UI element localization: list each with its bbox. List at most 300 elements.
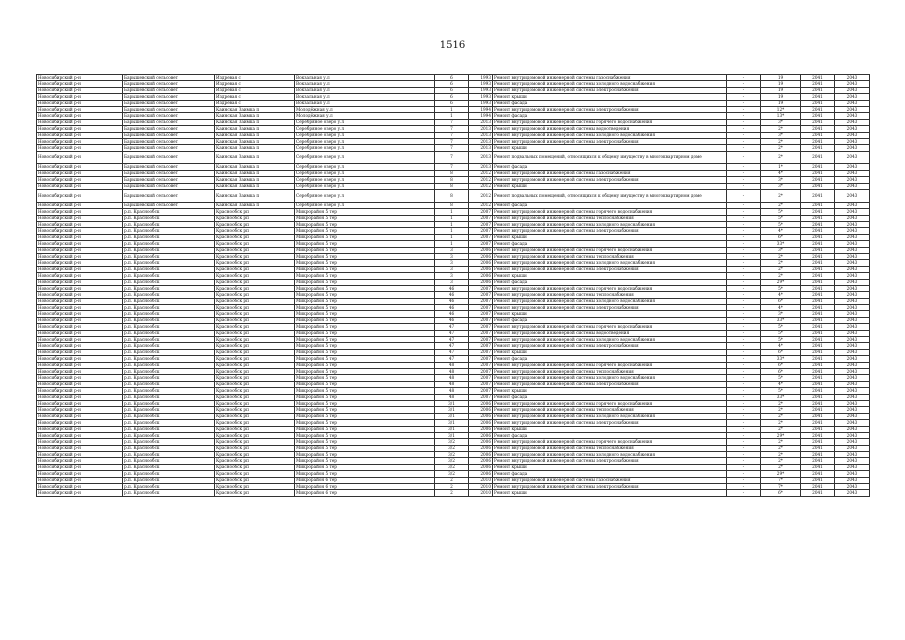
cell-settlement: Краснообск рп — [215, 471, 295, 477]
cell-year-built: 2006 — [469, 266, 493, 272]
cell-area-value: 4* — [761, 170, 801, 176]
cell-dash-marker: - — [727, 394, 761, 400]
cell-street: Микрорайон 5 тер — [295, 464, 435, 470]
cell-year-built: 2010 — [469, 484, 493, 490]
cell-year-built: 2013 — [469, 132, 493, 138]
cell-street: Микрорайон 5 тер — [295, 298, 435, 304]
cell-house-number: 47 — [435, 349, 469, 355]
cell-start-year: 2041 — [801, 273, 835, 279]
cell-end-year: 2043 — [835, 183, 870, 189]
cell-year-built: 2006 — [469, 400, 493, 406]
cell-house-number: 6 — [435, 87, 469, 93]
cell-dash-marker: - — [727, 209, 761, 215]
cell-house-number: 3/2 — [435, 445, 469, 451]
cell-work-type: Ремонт внутридомовой инженерной системы теплоснабжения — [493, 215, 727, 221]
cell-end-year: 2043 — [835, 247, 870, 253]
cell-start-year: 2041 — [801, 381, 835, 387]
cell-start-year: 2041 — [801, 439, 835, 445]
cell-end-year: 2043 — [835, 432, 870, 438]
cell-district: Новосибирский р-н — [37, 126, 123, 132]
cell-end-year: 2043 — [835, 439, 870, 445]
cell-district: Новосибирский р-н — [37, 202, 123, 208]
cell-district: Новосибирский р-н — [37, 458, 123, 464]
cell-district: Новосибирский р-н — [37, 477, 123, 483]
cell-end-year: 2043 — [835, 100, 870, 106]
cell-year-built: 2012 — [469, 177, 493, 183]
cell-area-value: 2* — [761, 420, 801, 426]
cell-year-built: 2006 — [469, 471, 493, 477]
cell-year-built: 2006 — [469, 452, 493, 458]
cell-work-type: Ремонт фасада — [493, 394, 727, 400]
cell-dash-marker: - — [727, 119, 761, 125]
cell-settlement: Краснообск рп — [215, 330, 295, 336]
cell-settlement: Каинская Заимка п — [215, 145, 295, 151]
cell-street: Микрорайон 5 тер — [295, 266, 435, 272]
cell-municipality: р.п. Краснообск — [123, 305, 215, 311]
cell-dash-marker: - — [727, 311, 761, 317]
cell-settlement: Краснообск рп — [215, 445, 295, 451]
cell-end-year: 2043 — [835, 311, 870, 317]
cell-settlement: Каинская Заимка п — [215, 190, 295, 203]
cell-area-value: 5* — [761, 388, 801, 394]
cell-work-type: Ремонт внутридомовой инженерной системы холодного водоснабжения — [493, 452, 727, 458]
cell-settlement: Краснообск рп — [215, 356, 295, 362]
cell-house-number: 47 — [435, 324, 469, 330]
cell-start-year: 2041 — [801, 330, 835, 336]
cell-municipality: р.п. Краснообск — [123, 311, 215, 317]
cell-dash-marker: - — [727, 190, 761, 203]
table-row — [37, 190, 870, 203]
cell-year-built: 1993 — [469, 100, 493, 106]
table-row — [37, 490, 870, 496]
cell-municipality: р.п. Краснообск — [123, 458, 215, 464]
cell-house-number: 1 — [435, 234, 469, 240]
cell-area-value: 19 — [761, 100, 801, 106]
cell-end-year: 2043 — [835, 222, 870, 228]
cell-house-number: 3/2 — [435, 464, 469, 470]
cell-dash-marker: - — [727, 317, 761, 323]
cell-settlement: Краснообск рп — [215, 253, 295, 259]
cell-street: Микрорайон 5 тер — [295, 420, 435, 426]
cell-start-year: 2041 — [801, 432, 835, 438]
cell-area-value: 6* — [761, 234, 801, 240]
cell-start-year: 2041 — [801, 145, 835, 151]
cell-area-value: 2* — [761, 407, 801, 413]
cell-start-year: 2041 — [801, 477, 835, 483]
cell-area-value: 3* — [761, 311, 801, 317]
cell-settlement: Краснообск рп — [215, 337, 295, 343]
cell-start-year: 2041 — [801, 362, 835, 368]
cell-house-number: 8 — [435, 183, 469, 189]
cell-dash-marker: - — [727, 292, 761, 298]
cell-work-type: Ремонт внутридомовой инженерной системы электроснабжения — [493, 138, 727, 144]
cell-work-type: Ремонт внутридомовой инженерной системы электроснабжения — [493, 343, 727, 349]
cell-house-number: 7 — [435, 126, 469, 132]
cell-district: Новосибирский р-н — [37, 138, 123, 144]
cell-street: Микрорайон 5 тер — [295, 215, 435, 221]
cell-district: Новосибирский р-н — [37, 273, 123, 279]
cell-municipality: р.п. Краснообск — [123, 266, 215, 272]
cell-year-built: 2007 — [469, 298, 493, 304]
cell-street: Микрорайон 5 тер — [295, 247, 435, 253]
cell-house-number: 46 — [435, 305, 469, 311]
cell-settlement: Краснообск рп — [215, 381, 295, 387]
cell-start-year: 2041 — [801, 202, 835, 208]
cell-settlement: Каинская Заимка п — [215, 138, 295, 144]
cell-dash-marker: - — [727, 458, 761, 464]
cell-area-value: 33* — [761, 394, 801, 400]
cell-house-number: 46 — [435, 317, 469, 323]
cell-start-year: 2041 — [801, 266, 835, 272]
cell-work-type: Ремонт внутридомовой инженерной системы холодного водоснабжения — [493, 260, 727, 266]
cell-dash-marker: - — [727, 215, 761, 221]
cell-street: Серебряное озеро у.л — [295, 126, 435, 132]
cell-area-value: 3* — [761, 132, 801, 138]
cell-settlement: Каинская Заимка п — [215, 126, 295, 132]
cell-dash-marker: - — [727, 484, 761, 490]
cell-work-type: Ремонт фасада — [493, 113, 727, 119]
cell-start-year: 2041 — [801, 311, 835, 317]
cell-end-year: 2043 — [835, 413, 870, 419]
cell-street: Микрорайон 5 тер — [295, 343, 435, 349]
cell-municipality: Барышевский сельсовет — [123, 190, 215, 203]
cell-district: Новосибирский р-н — [37, 337, 123, 343]
cell-settlement: Краснообск рп — [215, 439, 295, 445]
cell-municipality: р.п. Краснообск — [123, 381, 215, 387]
cell-house-number: 48 — [435, 362, 469, 368]
cell-end-year: 2043 — [835, 484, 870, 490]
cell-settlement: Каинская Заимка п — [215, 119, 295, 125]
cell-municipality: р.п. Краснообск — [123, 362, 215, 368]
cell-start-year: 2041 — [801, 369, 835, 375]
cell-end-year: 2043 — [835, 138, 870, 144]
cell-house-number: 6 — [435, 81, 469, 87]
cell-street: Молодёжная у.л — [295, 106, 435, 112]
cell-area-value: 29* — [761, 471, 801, 477]
cell-house-number: 46 — [435, 285, 469, 291]
cell-end-year: 2043 — [835, 445, 870, 451]
cell-street: Микрорайон 5 тер — [295, 285, 435, 291]
cell-end-year: 2043 — [835, 375, 870, 381]
cell-work-type: Ремонт внутридомовой инженерной системы электроснабжения — [493, 420, 727, 426]
cell-year-built: 2007 — [469, 349, 493, 355]
cell-house-number: 7 — [435, 145, 469, 151]
cell-municipality: р.п. Краснообск — [123, 420, 215, 426]
cell-dash-marker: - — [727, 343, 761, 349]
cell-district: Новосибирский р-н — [37, 362, 123, 368]
cell-area-value: 2* — [761, 202, 801, 208]
cell-street: Серебряное озеро у.л — [295, 190, 435, 203]
cell-settlement: Краснообск рп — [215, 260, 295, 266]
cell-settlement: Издревая с — [215, 94, 295, 100]
cell-house-number: 47 — [435, 343, 469, 349]
cell-area-value: 6* — [761, 298, 801, 304]
cell-area-value: 2* — [761, 145, 801, 151]
cell-settlement: Краснообск рп — [215, 343, 295, 349]
cell-start-year: 2041 — [801, 388, 835, 394]
cell-municipality: р.п. Краснообск — [123, 464, 215, 470]
cell-year-built: 1993 — [469, 87, 493, 93]
cell-year-built: 2006 — [469, 247, 493, 253]
cell-work-type: Ремонт фасада — [493, 279, 727, 285]
cell-work-type: Ремонт фасада — [493, 356, 727, 362]
cell-municipality: Барышевский сельсовет — [123, 202, 215, 208]
cell-work-type: Ремонт внутридомовой инженерной системы электроснабжения — [493, 87, 727, 93]
cell-dash-marker: - — [727, 202, 761, 208]
cell-start-year: 2041 — [801, 119, 835, 125]
cell-start-year: 2041 — [801, 177, 835, 183]
cell-dash-marker: - — [727, 439, 761, 445]
cell-district: Новосибирский р-н — [37, 234, 123, 240]
cell-area-value: 5* — [761, 285, 801, 291]
cell-municipality: р.п. Краснообск — [123, 349, 215, 355]
cell-settlement: Краснообск рп — [215, 222, 295, 228]
cell-end-year: 2043 — [835, 369, 870, 375]
cell-end-year: 2043 — [835, 305, 870, 311]
cell-end-year: 2043 — [835, 426, 870, 432]
cell-settlement: Краснообск рп — [215, 413, 295, 419]
cell-work-type: Ремонт внутридомовой инженерной системы холодного водоснабжения — [493, 375, 727, 381]
cell-year-built: 2006 — [469, 464, 493, 470]
cell-area-value: 2* — [761, 400, 801, 406]
cell-settlement: Краснообск рп — [215, 279, 295, 285]
cell-start-year: 2041 — [801, 452, 835, 458]
cell-municipality: р.п. Краснообск — [123, 260, 215, 266]
cell-house-number: 7 — [435, 119, 469, 125]
cell-dash-marker: - — [727, 138, 761, 144]
cell-house-number: 3/1 — [435, 426, 469, 432]
cell-year-built: 2007 — [469, 311, 493, 317]
cell-municipality: р.п. Краснообск — [123, 317, 215, 323]
cell-dash-marker: - — [727, 407, 761, 413]
cell-start-year: 2041 — [801, 241, 835, 247]
cell-end-year: 2043 — [835, 471, 870, 477]
cell-settlement: Краснообск рп — [215, 484, 295, 490]
cell-district: Новосибирский р-н — [37, 132, 123, 138]
cell-year-built: 2010 — [469, 490, 493, 496]
cell-street: Микрорайон 5 тер — [295, 228, 435, 234]
cell-district: Новосибирский р-н — [37, 113, 123, 119]
cell-house-number: 2 — [435, 477, 469, 483]
cell-dash-marker: - — [727, 126, 761, 132]
cell-start-year: 2041 — [801, 222, 835, 228]
cell-start-year: 2041 — [801, 228, 835, 234]
cell-municipality: Барышевский сельсовет — [123, 126, 215, 132]
cell-end-year: 2043 — [835, 253, 870, 259]
cell-district: Новосибирский р-н — [37, 305, 123, 311]
cell-year-built: 2006 — [469, 420, 493, 426]
cell-dash-marker: - — [727, 426, 761, 432]
cell-work-type: Ремонт внутридомовой инженерной системы холодного водоснабжения — [493, 298, 727, 304]
cell-settlement: Краснообск рп — [215, 292, 295, 298]
cell-district: Новосибирский р-н — [37, 241, 123, 247]
cell-municipality: Барышевский сельсовет — [123, 164, 215, 170]
cell-dash-marker: - — [727, 266, 761, 272]
cell-settlement: Краснообск рп — [215, 388, 295, 394]
cell-municipality: р.п. Краснообск — [123, 298, 215, 304]
cell-street: Микрорайон 5 тер — [295, 349, 435, 355]
cell-year-built: 2007 — [469, 317, 493, 323]
cell-area-value: 2* — [761, 266, 801, 272]
cell-dash-marker: - — [727, 260, 761, 266]
cell-house-number: 3 — [435, 273, 469, 279]
cell-work-type: Ремонт крыши — [493, 94, 727, 100]
cell-year-built: 2012 — [469, 170, 493, 176]
cell-start-year: 2041 — [801, 471, 835, 477]
cell-start-year: 2041 — [801, 215, 835, 221]
cell-settlement: Краснообск рп — [215, 324, 295, 330]
cell-house-number: 48 — [435, 369, 469, 375]
cell-year-built: 2006 — [469, 413, 493, 419]
cell-dash-marker: - — [727, 375, 761, 381]
cell-start-year: 2041 — [801, 305, 835, 311]
cell-year-built: 2013 — [469, 151, 493, 164]
cell-house-number: 6 — [435, 75, 469, 81]
cell-house-number: 3/1 — [435, 400, 469, 406]
cell-dash-marker: - — [727, 400, 761, 406]
cell-district: Новосибирский р-н — [37, 209, 123, 215]
cell-street: Серебряное озеро у.л — [295, 119, 435, 125]
cell-start-year: 2041 — [801, 464, 835, 470]
cell-end-year: 2043 — [835, 337, 870, 343]
cell-district: Новосибирский р-н — [37, 381, 123, 387]
cell-settlement: Краснообск рп — [215, 305, 295, 311]
cell-municipality: Барышевский сельсовет — [123, 119, 215, 125]
cell-area-value: 7* — [761, 484, 801, 490]
cell-municipality: Барышевский сельсовет — [123, 113, 215, 119]
cell-municipality: Барышевский сельсовет — [123, 132, 215, 138]
cell-house-number: 3/2 — [435, 439, 469, 445]
cell-settlement: Каинская Заимка п — [215, 177, 295, 183]
cell-year-built: 1993 — [469, 75, 493, 81]
cell-year-built: 2007 — [469, 369, 493, 375]
cell-area-value: 5* — [761, 215, 801, 221]
cell-work-type: Ремонт крыши — [493, 388, 727, 394]
cell-municipality: р.п. Краснообск — [123, 253, 215, 259]
cell-street: Микрорайон 5 тер — [295, 273, 435, 279]
cell-start-year: 2041 — [801, 324, 835, 330]
cell-municipality: р.п. Краснообск — [123, 247, 215, 253]
cell-street: Вокзальная у.л — [295, 81, 435, 87]
cell-start-year: 2041 — [801, 317, 835, 323]
cell-municipality: р.п. Краснообск — [123, 285, 215, 291]
cell-work-type: Ремонт крыши — [493, 426, 727, 432]
cell-district: Новосибирский р-н — [37, 407, 123, 413]
cell-area-value: 2* — [761, 260, 801, 266]
cell-year-built: 2006 — [469, 439, 493, 445]
cell-district: Новосибирский р-н — [37, 75, 123, 81]
cell-year-built: 2007 — [469, 285, 493, 291]
cell-year-built: 2006 — [469, 273, 493, 279]
cell-dash-marker: - — [727, 432, 761, 438]
cell-work-type: Ремонт внутридомовой инженерной системы электроснабжения — [493, 484, 727, 490]
cell-area-value: 5* — [761, 375, 801, 381]
cell-year-built: 2007 — [469, 222, 493, 228]
cell-end-year: 2043 — [835, 362, 870, 368]
cell-start-year: 2041 — [801, 285, 835, 291]
cell-start-year: 2041 — [801, 234, 835, 240]
cell-year-built: 2007 — [469, 394, 493, 400]
cell-dash-marker: - — [727, 413, 761, 419]
cell-start-year: 2041 — [801, 126, 835, 132]
cell-work-type: Ремонт внутридомовой инженерной системы горячего водоснабжения — [493, 439, 727, 445]
cell-work-type: Ремонт внутридомовой инженерной системы холодного водоснабжения — [493, 132, 727, 138]
cell-district: Новосибирский р-н — [37, 356, 123, 362]
cell-dash-marker: - — [727, 285, 761, 291]
cell-street: Микрорайон 5 тер — [295, 400, 435, 406]
cell-work-type: Ремонт внутридомовой инженерной системы электроснабжения — [493, 177, 727, 183]
cell-street: Серебряное озеро у.л — [295, 170, 435, 176]
cell-district: Новосибирский р-н — [37, 228, 123, 234]
cell-district: Новосибирский р-н — [37, 87, 123, 93]
cell-house-number: 1 — [435, 106, 469, 112]
cell-dash-marker: - — [727, 113, 761, 119]
cell-district: Новосибирский р-н — [37, 100, 123, 106]
cell-settlement: Каинская Заимка п — [215, 132, 295, 138]
cell-house-number: 3 — [435, 253, 469, 259]
cell-district: Новосибирский р-н — [37, 170, 123, 176]
cell-dash-marker: - — [727, 164, 761, 170]
cell-settlement: Краснообск рп — [215, 209, 295, 215]
cell-area-value: 2* — [761, 273, 801, 279]
cell-district: Новосибирский р-н — [37, 490, 123, 496]
cell-dash-marker: - — [727, 170, 761, 176]
cell-start-year: 2041 — [801, 490, 835, 496]
cell-dash-marker: - — [727, 305, 761, 311]
cell-house-number: 1 — [435, 222, 469, 228]
cell-end-year: 2043 — [835, 381, 870, 387]
cell-area-value: 6* — [761, 490, 801, 496]
cell-municipality: р.п. Краснообск — [123, 209, 215, 215]
cell-work-type: Ремонт внутридомовой инженерной системы теплоснабжения — [493, 369, 727, 375]
cell-year-built: 2006 — [469, 253, 493, 259]
cell-settlement: Каинская Заимка п — [215, 164, 295, 170]
cell-municipality: Барышевский сельсовет — [123, 138, 215, 144]
cell-street: Микрорайон 5 тер — [295, 394, 435, 400]
cell-area-value: 29* — [761, 432, 801, 438]
cell-district: Новосибирский р-н — [37, 298, 123, 304]
cell-end-year: 2043 — [835, 170, 870, 176]
cell-dash-marker: - — [727, 94, 761, 100]
cell-dash-marker: - — [727, 234, 761, 240]
cell-dash-marker: - — [727, 490, 761, 496]
cell-end-year: 2043 — [835, 420, 870, 426]
cell-year-built: 2007 — [469, 209, 493, 215]
cell-house-number: 8 — [435, 190, 469, 203]
cell-end-year: 2043 — [835, 394, 870, 400]
cell-district: Новосибирский р-н — [37, 145, 123, 151]
cell-dash-marker: - — [727, 324, 761, 330]
cell-house-number: 47 — [435, 356, 469, 362]
cell-street: Микрорайон 5 тер — [295, 324, 435, 330]
cell-area-value: 4* — [761, 228, 801, 234]
cell-street: Серебряное озеро у.л — [295, 151, 435, 164]
cell-work-type: Ремонт подвальных помещений, относящихся к общему имуществу в многоквартирном доме — [493, 190, 727, 203]
cell-street: Вокзальная у.л — [295, 94, 435, 100]
cell-start-year: 2041 — [801, 337, 835, 343]
cell-end-year: 2043 — [835, 356, 870, 362]
cell-street: Микрорайон 5 тер — [295, 388, 435, 394]
cell-area-value: 29* — [761, 279, 801, 285]
cell-house-number: 47 — [435, 330, 469, 336]
cell-house-number: 7 — [435, 138, 469, 144]
cell-district: Новосибирский р-н — [37, 164, 123, 170]
cell-house-number: 46 — [435, 298, 469, 304]
cell-house-number: 48 — [435, 394, 469, 400]
cell-start-year: 2041 — [801, 356, 835, 362]
cell-end-year: 2043 — [835, 126, 870, 132]
cell-end-year: 2043 — [835, 228, 870, 234]
